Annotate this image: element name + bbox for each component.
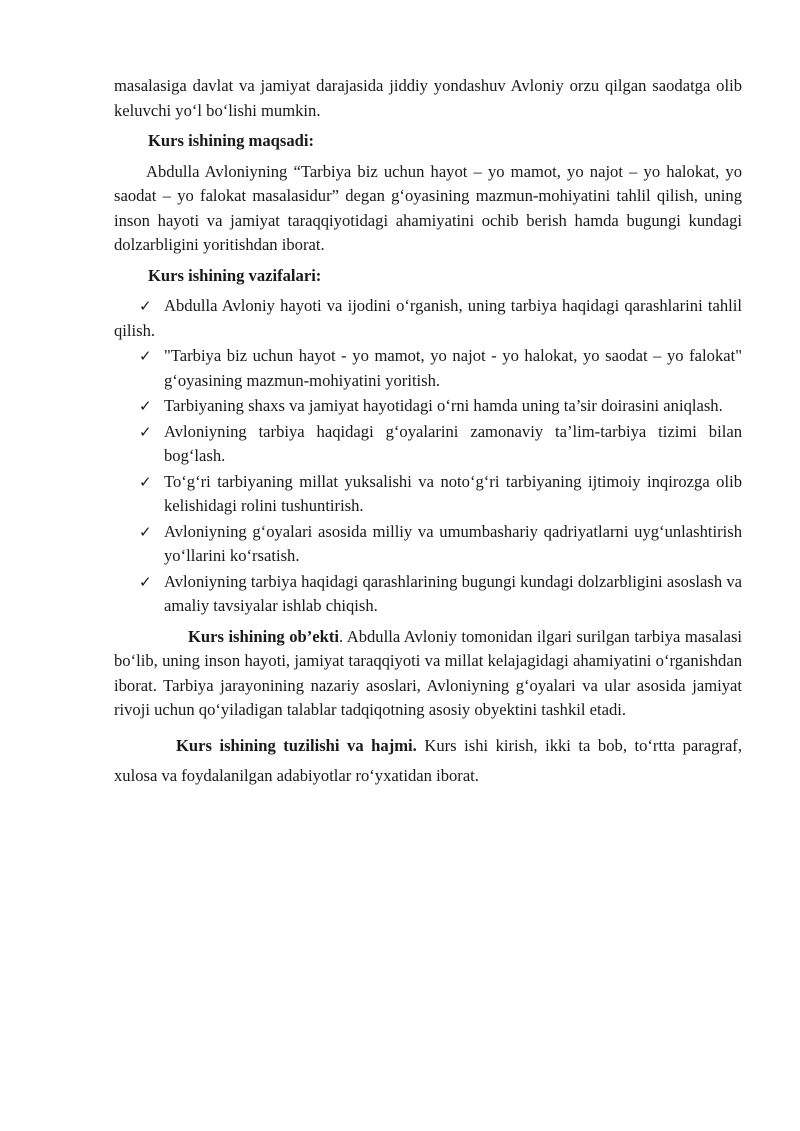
checkmark-icon: ✓ xyxy=(139,522,152,541)
list-item xyxy=(114,394,742,419)
object-paragraph xyxy=(114,625,742,723)
list-item xyxy=(114,570,742,619)
checkmark-icon: ✓ xyxy=(139,572,152,591)
checkmark-icon: ✓ xyxy=(139,472,152,491)
checkmark-icon: ✓ xyxy=(139,297,152,315)
list-item xyxy=(114,520,742,569)
structure-label: Kurs ishining tuzilishi va hajmi. xyxy=(176,735,417,755)
object-text: . Abdulla Avloniy tomonidan ilgari surilgan tarbiya masalasi bo‘lib, uning inson hayoti, jamiyat taraqqiyoti va millat kelajagidagi ahamiyatini o‘rganishdan iborat. Tarbiya jarayonining nazariy asoslari, Avloniyning g‘oyalari va ular asosida jamiyat rivoji uchun qo‘yiladigan talablar tadqiqotning asosiy obyektini tashkil etadi. xyxy=(114,626,743,719)
task-text: Avloniyning tarbiya haqidagi qarashlarining bugungi kundagi dolzarbligini asoslash va amaliy tavsiyalar ishlab chiqish. xyxy=(164,571,742,615)
checkmark-icon: ✓ xyxy=(139,347,152,365)
intro-continuation: masalasiga davlat va jamiyat darajasida jiddiy yondashuv Avloniy orzu qilgan saodatga olib keluvchi yo‘l bo‘lishi mumkin. xyxy=(114,76,742,120)
task-text: To‘g‘ri tarbiyaning millat yuksalishi va noto‘g‘ri tarbiyaning ijtimoiy inqirozga olib kelishidagi rolini tushuntirish. xyxy=(164,471,742,515)
task-text: Avloniyning g‘oyalari asosida milliy va umumbashariy qadriyatlarni uyg‘unlashtirish yo‘llarini ko‘rsatish. xyxy=(164,521,742,565)
task-text: "Tarbiya biz uchun hayot - yo mamot, yo najot - yo halokat, yo saodat – yo falokat" g‘oyasining mazmun-mohiyatini yoritish. xyxy=(164,346,742,390)
task-text: Tarbiyaning shaxs va jamiyat hayotidagi o‘rni hamda uning ta’sir doirasini aniqlash. xyxy=(164,396,723,415)
list-item xyxy=(114,420,742,469)
tasks-heading: Kurs ishining vazifalari: xyxy=(148,265,322,285)
structure-text: Kurs ishi kirish, ikki ta bob, to‘rtta paragraf, xulosa va foydalanilgan adabiyotlar ro‘yxatidan iborat. xyxy=(114,735,742,785)
list-item xyxy=(114,294,742,343)
object-label: Kurs ishining ob’ekti xyxy=(188,626,339,646)
purpose-text: Abdulla Avloniyning “Tarbiya biz uchun hayot – yo mamot, yo najot – yo halokat, yo saodat – yo falokat masalasidur” degan g‘oyasining mazmun-mohiyatini tahlil qilish, uning inson hayoti va jamiyat taraqqiyotidagi ahamiyatini ochib berish hamda bugungi kundagi dolzarbligini yoritishdan iborat. xyxy=(114,161,742,254)
document-page xyxy=(114,74,742,791)
checkmark-icon: ✓ xyxy=(139,422,152,441)
task-text: Abdulla Avloniy hayoti va ijodini o‘rganish, uning tarbiya haqidagi qarashlarini tahlil qilish. xyxy=(114,296,742,340)
list-item xyxy=(114,344,742,393)
purpose-heading: Kurs ishining maqsadi: xyxy=(148,131,314,150)
structure-paragraph xyxy=(114,731,742,791)
task-text: Avloniyning tarbiya haqidagi g‘oyalarini zamonaviy ta’lim-tarbiya tizimi bilan bog‘lash. xyxy=(164,421,742,465)
checkmark-icon: ✓ xyxy=(139,397,152,415)
tasks-list xyxy=(114,294,742,619)
list-item xyxy=(114,470,742,519)
